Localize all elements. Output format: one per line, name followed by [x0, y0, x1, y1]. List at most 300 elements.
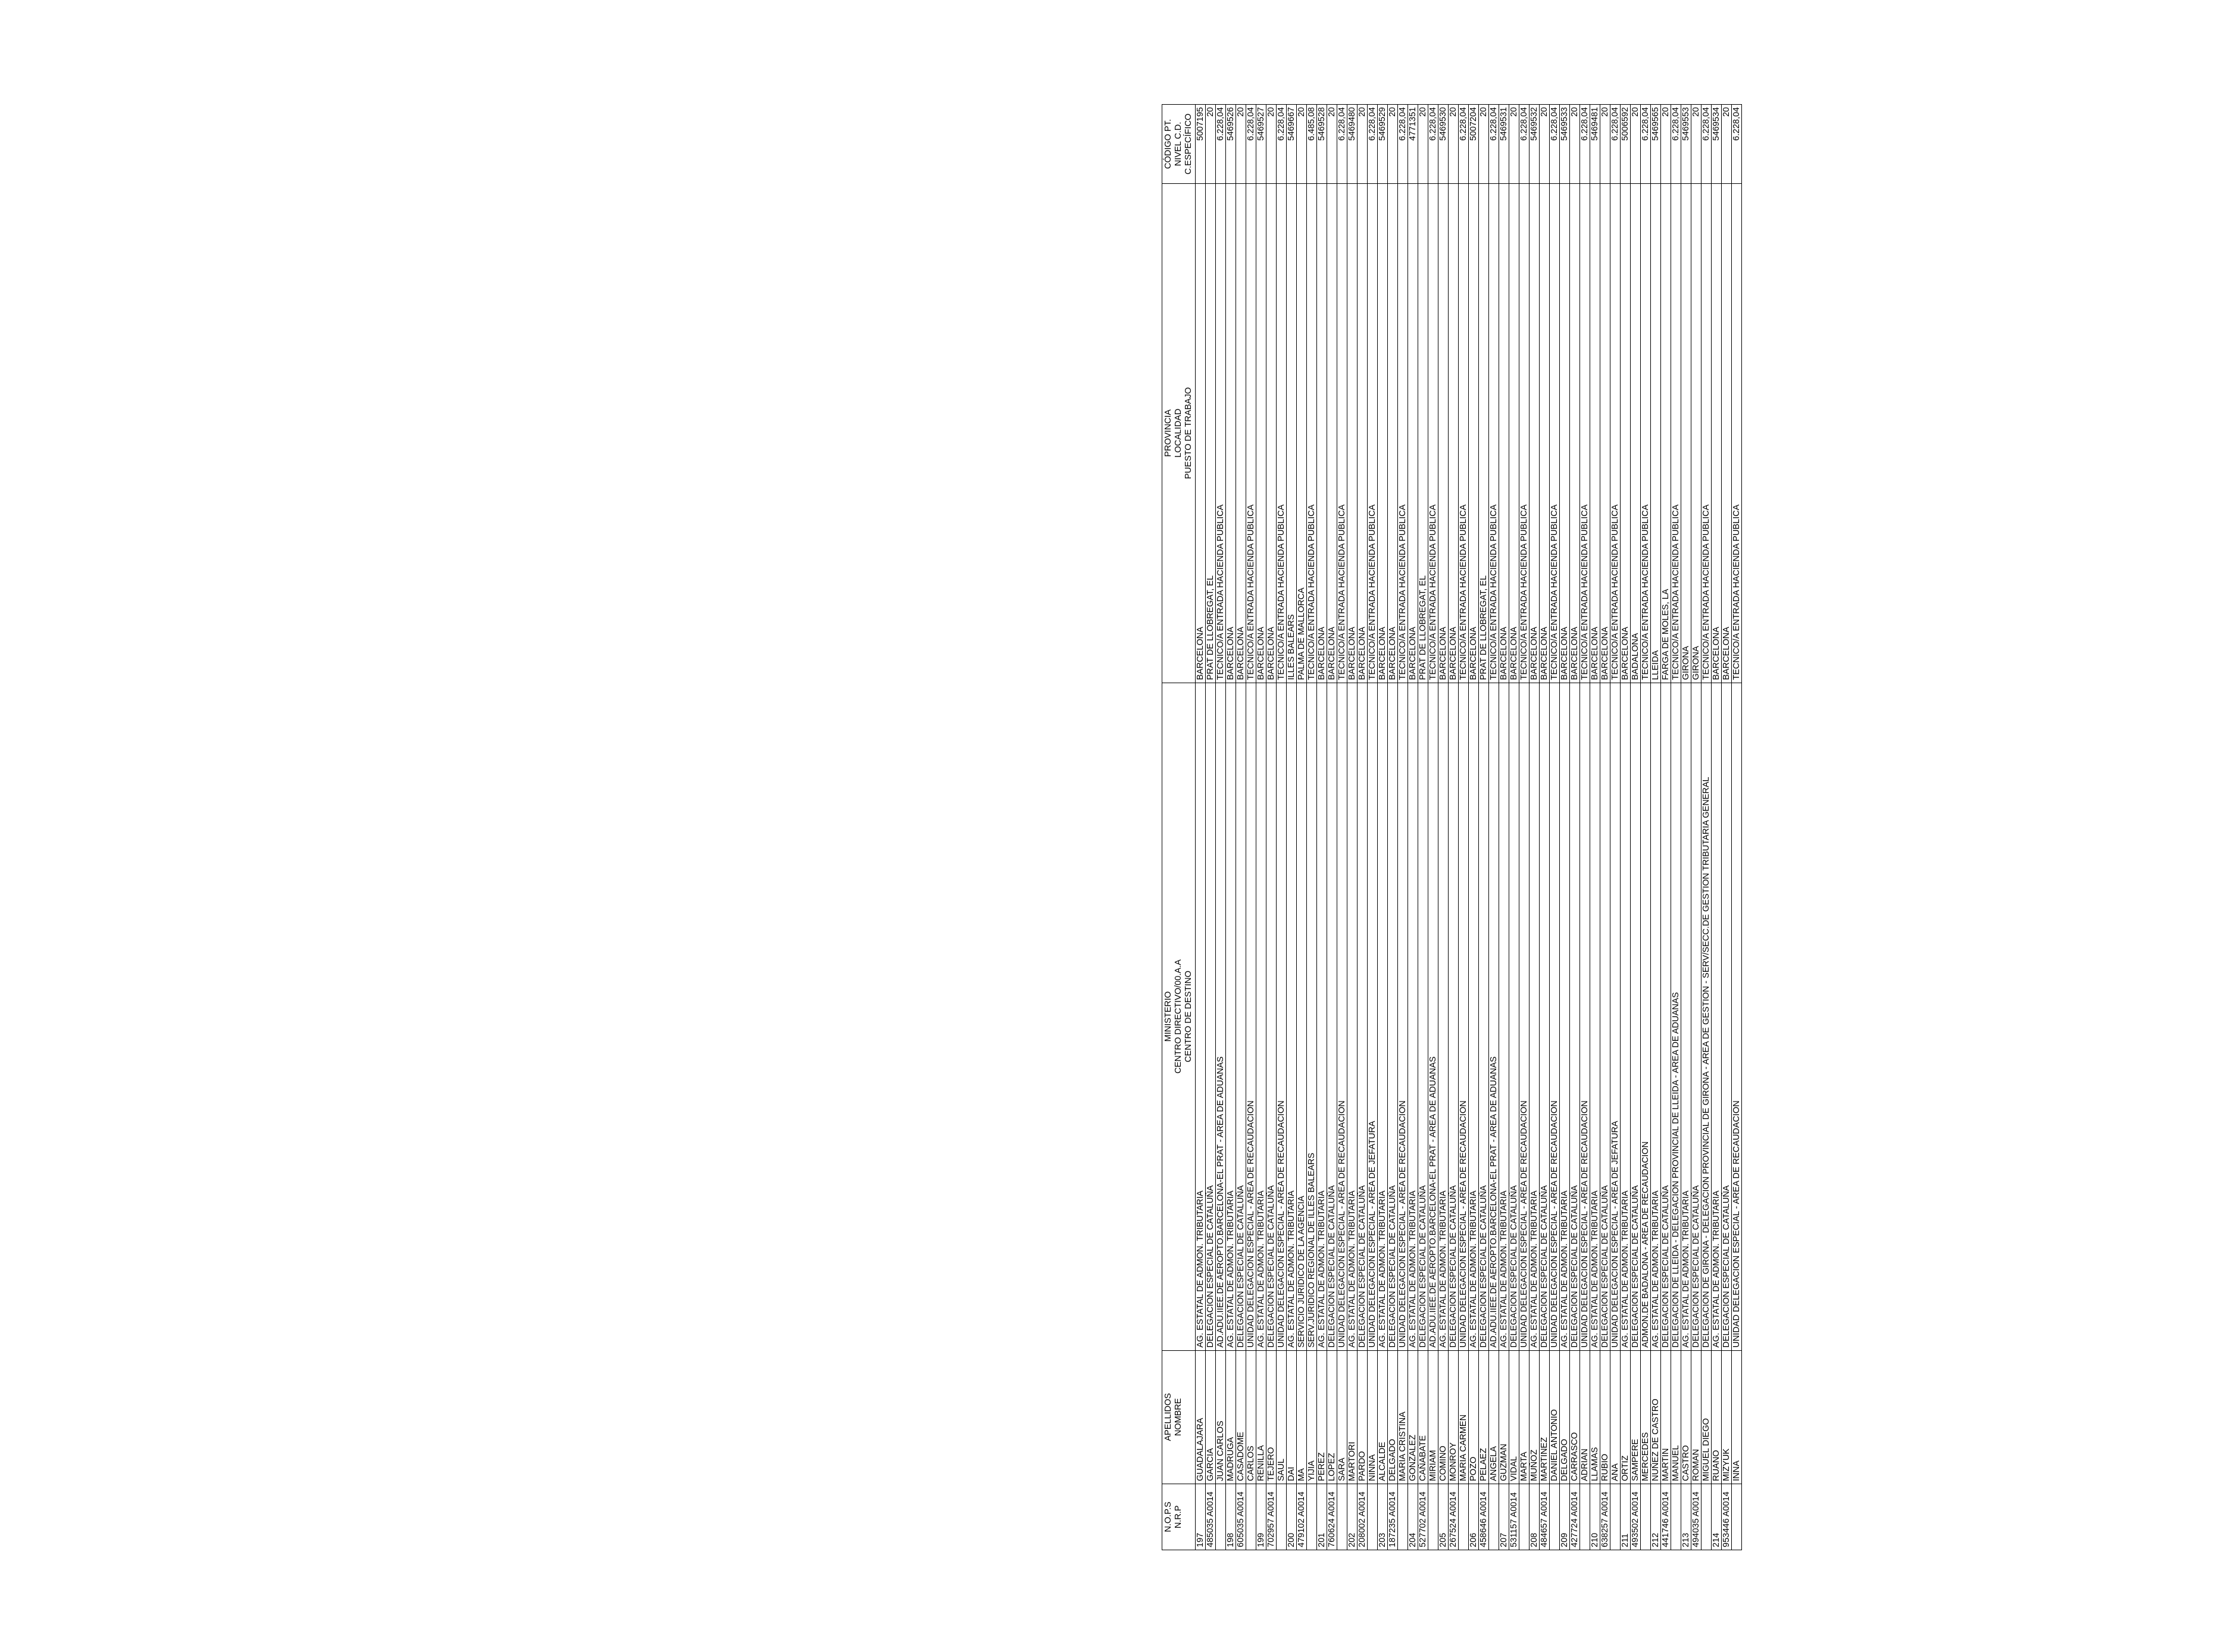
table-row	[1530, 105, 1540, 1550]
table-row	[1266, 105, 1277, 1550]
table-row	[1641, 105, 1651, 1550]
cell-code: 6.228,04	[1701, 105, 1712, 184]
cell-location: TECNICO/A ENTRADA HACIENDA PUBLICA	[1216, 183, 1226, 683]
cell-location: BARCELONA	[1509, 183, 1519, 683]
cell-nops	[1459, 1484, 1469, 1550]
cell-names: ORTIZ	[1621, 1350, 1631, 1484]
table-row	[1469, 105, 1479, 1550]
header-names	[1162, 1350, 1196, 1484]
cell-ministry: DELEGACION DE GIRONA - DELEGACION PROVINCIAL DE GIRONA - AREA DE GESTION - SERV/SECC.DE GESTION TRIBUTARIA GENERAL	[1701, 683, 1712, 1350]
cell-location: BARCELONA	[1712, 183, 1722, 683]
cell-nops: 204	[1408, 1484, 1418, 1550]
cell-ministry: ADMON.DE BADALONA - AREA DE RECAUDACION	[1641, 683, 1651, 1350]
cell-location: BARCELONA	[1499, 183, 1509, 683]
cell-location: BADALONA	[1631, 183, 1641, 683]
cell-code: 6.228,04	[1368, 105, 1378, 184]
cell-ministry: UNIDAD DELEGACION ESPECIAL - AREA DE RECAUDACION	[1519, 683, 1530, 1350]
cell-location: TECNICO/A ENTRADA HACIENDA PUBLICA	[1550, 183, 1560, 683]
cell-names: MIGUEL DIEGO	[1701, 1350, 1712, 1484]
cell-nops: 207	[1499, 1484, 1509, 1550]
cell-code: 20	[1206, 105, 1216, 184]
cell-names: PEREZ	[1317, 1350, 1327, 1484]
cell-nops: 208002 A0014	[1358, 1484, 1368, 1550]
cell-code: 6.228,04	[1489, 105, 1499, 184]
cell-ministry: UNIDAD DELEGACION ESPECIAL - AREA DE RECAUDACION	[1277, 683, 1287, 1350]
cell-ministry: UNIDAD DELEGACION ESPECIAL - AREA DE RECAUDACION	[1246, 683, 1256, 1350]
cell-code: 5469528	[1317, 105, 1327, 184]
cell-code: 5469530	[1438, 105, 1449, 184]
cell-ministry: DELEGACION ESPECIAL DE CATALUÑA	[1418, 683, 1428, 1350]
cell-names: VIDAL	[1509, 1350, 1519, 1484]
cell-nops: 213	[1681, 1484, 1691, 1550]
cell-location: PRAT DE LLOBREGAT, EL	[1418, 183, 1428, 683]
cell-ministry: DELEGACION ESPECIAL DE CATALUÑA	[1509, 683, 1519, 1350]
header-nombre-line: NOMBRE	[1174, 1398, 1183, 1437]
table-row	[1560, 105, 1570, 1550]
cell-ministry: DELEGACION ESPECIAL DE CATALUÑA	[1722, 683, 1732, 1350]
table-row	[1277, 105, 1287, 1550]
table-row	[1358, 105, 1368, 1550]
cell-location: LLEIDA	[1651, 183, 1661, 683]
cell-nops: 484657 A0014	[1540, 1484, 1550, 1550]
header-ministry	[1162, 683, 1196, 1350]
cell-nops: 494035 A0014	[1691, 1484, 1701, 1550]
table-row	[1681, 105, 1691, 1550]
cell-nops: 485035 A0014	[1206, 1484, 1216, 1550]
cell-code: 5006592	[1621, 105, 1631, 184]
header-centro-directivo-line: CENTRO DIRECTIVO/00.A.A	[1174, 959, 1183, 1074]
table-row	[1732, 105, 1742, 1550]
cell-names: PARDO	[1358, 1350, 1368, 1484]
cell-names: MARIA CRISTINA	[1398, 1350, 1408, 1484]
table-row	[1580, 105, 1590, 1550]
cell-ministry: SERV.JURIDICO REGIONAL DE ILLES BALEARS	[1307, 683, 1317, 1350]
table-row	[1398, 105, 1408, 1550]
table-body	[1196, 105, 1742, 1550]
cell-code: 5469529	[1378, 105, 1388, 184]
cell-location: BARCELONA	[1358, 183, 1368, 683]
cell-nops	[1671, 1484, 1681, 1550]
cell-location: BARCELONA	[1530, 183, 1540, 683]
header-code	[1162, 105, 1196, 184]
cell-code: 5469532	[1530, 105, 1540, 184]
cell-code: 20	[1691, 105, 1701, 184]
cell-location: TECNICO/A ENTRADA HACIENDA PUBLICA	[1671, 183, 1681, 683]
header-location	[1162, 183, 1196, 683]
cell-code: 20	[1600, 105, 1610, 184]
cell-location: BARCELONA	[1196, 183, 1206, 683]
table-row	[1499, 105, 1509, 1550]
cell-code: 20	[1479, 105, 1489, 184]
cell-location: BARCELONA	[1266, 183, 1277, 683]
cell-code: 5469565	[1651, 105, 1661, 184]
cell-names: PELAEZ	[1479, 1350, 1489, 1484]
cell-code: 20	[1358, 105, 1368, 184]
cell-code: 6.228,04	[1671, 105, 1681, 184]
cell-names: MARIA CARMEN	[1459, 1350, 1469, 1484]
cell-ministry: DELEGACION ESPECIAL DE CATALUÑA	[1236, 683, 1246, 1350]
cell-ministry: DELEGACION ESPECIAL DE CATALUÑA	[1691, 683, 1701, 1350]
cell-nops: 493502 A0014	[1631, 1484, 1641, 1550]
cell-names: ADRIAN	[1580, 1350, 1590, 1484]
table-row	[1691, 105, 1701, 1550]
cell-code: 6.228,04	[1428, 105, 1438, 184]
table-row	[1459, 105, 1469, 1550]
cell-names: TEJERO	[1266, 1350, 1277, 1484]
cell-names: RENILLA	[1256, 1350, 1266, 1484]
table-row	[1216, 105, 1226, 1550]
header-puesto-line: PUESTO DE TRABAJO	[1184, 387, 1193, 479]
cell-location: TECNICO/A ENTRADA HACIENDA PUBLICA	[1459, 183, 1469, 683]
cell-code: 5469534	[1712, 105, 1722, 184]
cell-ministry: DELEGACION ESPECIAL DE CATALUÑA	[1479, 683, 1489, 1350]
table-header-row	[1162, 105, 1196, 1550]
cell-nops	[1428, 1484, 1438, 1550]
cell-location: BARCELONA	[1317, 183, 1327, 683]
cell-names: GONZALEZ	[1408, 1350, 1418, 1484]
cell-nops: 187235 A0014	[1388, 1484, 1398, 1550]
cell-nops: 211	[1621, 1484, 1631, 1550]
header-codigo-line: CÓDIGO PT.	[1163, 119, 1173, 169]
cell-ministry: AG. ESTATAL DE ADMON. TRIBUTARIA	[1590, 683, 1600, 1350]
cell-location: TECNICO/A ENTRADA HACIENDA PUBLICA	[1489, 183, 1499, 683]
cell-names: MARTINEZ	[1540, 1350, 1550, 1484]
cell-ministry: AG. ESTATAL DE ADMON. TRIBUTARIA	[1226, 683, 1236, 1350]
cell-names: YIJIA	[1307, 1350, 1317, 1484]
table-row	[1722, 105, 1732, 1550]
cell-names: SARA	[1337, 1350, 1347, 1484]
table-row	[1489, 105, 1499, 1550]
cell-location: GIRONA	[1691, 183, 1701, 683]
cell-location: BARCELONA	[1378, 183, 1388, 683]
cell-names: LOPEZ	[1327, 1350, 1337, 1484]
cell-nops: 209	[1560, 1484, 1570, 1550]
header-nops	[1162, 1484, 1196, 1550]
cell-code: 5469526	[1226, 105, 1236, 184]
cell-nops: 201	[1317, 1484, 1327, 1550]
cell-nops: 527702 A0014	[1418, 1484, 1428, 1550]
cell-nops: 953446 A0014	[1722, 1484, 1732, 1550]
header-ministerio-line: MINISTERIO	[1163, 991, 1173, 1042]
cell-names: ANGELA	[1489, 1350, 1499, 1484]
cell-ministry: AD.ADU.IIEE.DE AEROPTO.BARCELONA-EL PRAT - AREA DE ADUANAS	[1428, 683, 1438, 1350]
cell-ministry: UNIDAD DELEGACION ESPECIAL - AREA DE JEFATURA	[1610, 683, 1621, 1350]
cell-nops	[1246, 1484, 1256, 1550]
table-row	[1600, 105, 1610, 1550]
cell-ministry: DELEGACION ESPECIAL DE CATALUÑA	[1600, 683, 1610, 1350]
cell-code: 6.228,04	[1610, 105, 1621, 184]
cell-code: 6.228,04	[1216, 105, 1226, 184]
cell-nops: 200	[1287, 1484, 1297, 1550]
cell-location: TECNICO/A ENTRADA HACIENDA PUBLICA	[1519, 183, 1530, 683]
cell-ministry: AG. ESTATAL DE ADMON. TRIBUTARIA	[1347, 683, 1358, 1350]
cell-ministry: UNIDAD DELEGACION ESPECIAL - AREA DE RECAUDACION	[1550, 683, 1560, 1350]
cell-names: MA	[1297, 1350, 1307, 1484]
cell-ministry: AD.ADU.IIEE.DE AEROPTO.BARCELONA-EL PRAT - AREA DE ADUANAS	[1489, 683, 1499, 1350]
cell-location: TECNICO/A ENTRADA HACIENDA PUBLICA	[1641, 183, 1651, 683]
cell-location: TECNICO/A ENTRADA HACIENDA PUBLICA	[1246, 183, 1256, 683]
cell-names: MARTIN	[1661, 1350, 1671, 1484]
cell-names: MUÑOZ	[1530, 1350, 1540, 1484]
cell-code: 5469531	[1499, 105, 1509, 184]
table-row	[1479, 105, 1489, 1550]
table-row	[1509, 105, 1519, 1550]
cell-nops: 531157 A0014	[1509, 1484, 1519, 1550]
cell-code: 6.228,04	[1277, 105, 1287, 184]
table-row	[1317, 105, 1327, 1550]
cell-nops: 760624 A0014	[1327, 1484, 1337, 1550]
table-row	[1337, 105, 1347, 1550]
cell-names: DELGADO	[1560, 1350, 1570, 1484]
cell-code: 6.228,04	[1337, 105, 1347, 184]
header-centro-destino-line: CENTRO DE DESTINO	[1184, 971, 1193, 1063]
cell-ministry: AG. ESTATAL DE ADMON. TRIBUTARIA	[1317, 683, 1327, 1350]
table-row	[1570, 105, 1580, 1550]
cell-code: 20	[1388, 105, 1398, 184]
cell-location: BARCELONA	[1256, 183, 1266, 683]
table-row	[1621, 105, 1631, 1550]
cell-ministry: AG. ESTATAL DE ADMON. TRIBUTARIA	[1530, 683, 1540, 1350]
table-row	[1236, 105, 1246, 1550]
table-row	[1307, 105, 1317, 1550]
table-row	[1651, 105, 1661, 1550]
cell-ministry: DELEGACION ESPECIAL DE CATALUÑA	[1449, 683, 1459, 1350]
table-row	[1297, 105, 1307, 1550]
cell-location: TECNICO/A ENTRADA HACIENDA PUBLICA	[1368, 183, 1378, 683]
cell-location: TECNICO/A ENTRADA HACIENDA PUBLICA	[1398, 183, 1408, 683]
header-apellidos-line: APELLIDOS	[1163, 1393, 1173, 1441]
cell-names: ANA	[1610, 1350, 1621, 1484]
table-row	[1388, 105, 1398, 1550]
cell-nops: 458646 A0014	[1479, 1484, 1489, 1550]
cell-nops: 198	[1226, 1484, 1236, 1550]
cell-code: 6.228,04	[1519, 105, 1530, 184]
table-row	[1428, 105, 1438, 1550]
cell-names: SAMPERE	[1631, 1350, 1641, 1484]
cell-location: TECNICO/A ENTRADA HACIENDA PUBLICA	[1337, 183, 1347, 683]
cell-code: 6.228,04	[1732, 105, 1742, 184]
cell-ministry: AG. ESTATAL DE ADMON. TRIBUTARIA	[1196, 683, 1206, 1350]
cell-location: TECNICO/A ENTRADA HACIENDA PUBLICA	[1277, 183, 1287, 683]
cell-location: BARCELONA	[1722, 183, 1732, 683]
cell-location: BARCELONA	[1438, 183, 1449, 683]
cell-location: BARCELONA	[1590, 183, 1600, 683]
cell-location: PRAT DE LLOBREGAT, EL	[1206, 183, 1216, 683]
cell-location: TECNICO/A ENTRADA HACIENDA PUBLICA	[1428, 183, 1438, 683]
cell-code: 4771351	[1408, 105, 1418, 184]
cell-ministry: AG. ESTATAL DE ADMON. TRIBUTARIA	[1712, 683, 1722, 1350]
header-nivel-line: NIVEL C.D.	[1174, 121, 1183, 167]
assignments-table	[1162, 104, 1742, 1550]
cell-code: 20	[1722, 105, 1732, 184]
cell-location: TECNICO/A ENTRADA HACIENDA PUBLICA	[1701, 183, 1712, 683]
cell-code: 6.228,04	[1398, 105, 1408, 184]
table-row	[1256, 105, 1266, 1550]
cell-location: BARCELONA	[1600, 183, 1610, 683]
table-row	[1196, 105, 1206, 1550]
cell-names: RUBIO	[1600, 1350, 1610, 1484]
cell-code: 6.228,04	[1459, 105, 1469, 184]
cell-location: PRAT DE LLOBREGAT, EL	[1479, 183, 1489, 683]
table-row	[1540, 105, 1550, 1550]
cell-ministry: AG. ESTATAL DE ADMON. TRIBUTARIA	[1438, 683, 1449, 1350]
table-row	[1408, 105, 1418, 1550]
cell-location: BARCELONA	[1408, 183, 1418, 683]
cell-code: 5007195	[1196, 105, 1206, 184]
cell-nops	[1610, 1484, 1621, 1550]
cell-location: TECNICO/A ENTRADA HACIENDA PUBLICA	[1610, 183, 1621, 683]
cell-location: BARCELONA	[1469, 183, 1479, 683]
cell-names: COMINO	[1438, 1350, 1449, 1484]
cell-ministry: AG. ESTATAL DE ADMON. TRIBUTARIA	[1469, 683, 1479, 1350]
cell-code: 5007204	[1469, 105, 1479, 184]
table-row	[1671, 105, 1681, 1550]
header-localidad-line: LOCALIDAD	[1174, 408, 1183, 458]
cell-names: INNA	[1732, 1350, 1742, 1484]
cell-code: 20	[1327, 105, 1337, 184]
table-row	[1438, 105, 1449, 1550]
cell-location: TECNICO/A ENTRADA HACIENDA PUBLICA	[1580, 183, 1590, 683]
cell-ministry: AG. ESTATAL DE ADMON. TRIBUTARIA	[1287, 683, 1297, 1350]
cell-location: GIRONA	[1681, 183, 1691, 683]
cell-location: BARCELONA	[1540, 183, 1550, 683]
cell-code: 6.485,08	[1307, 105, 1317, 184]
cell-nops: 212	[1651, 1484, 1661, 1550]
table-row	[1449, 105, 1459, 1550]
cell-names: DANIEL ANTONIO	[1550, 1350, 1560, 1484]
table-row	[1246, 105, 1256, 1550]
cell-nops: 205	[1438, 1484, 1449, 1550]
table-row	[1701, 105, 1712, 1550]
cell-ministry: DELEGACION ESPECIAL DE CATALUÑA	[1388, 683, 1398, 1350]
cell-location: BARCELONA	[1347, 183, 1358, 683]
table-row	[1590, 105, 1600, 1550]
cell-code: 5469667	[1287, 105, 1297, 184]
cell-ministry: UNIDAD DELEGACION ESPECIAL - AREA DE RECAUDACION	[1580, 683, 1590, 1350]
cell-nops	[1337, 1484, 1347, 1550]
header-nrp-line: N.R.P	[1174, 1505, 1183, 1529]
header-nops-line: N.O.P.S	[1163, 1501, 1173, 1532]
cell-nops: 197	[1196, 1484, 1206, 1550]
cell-nops	[1519, 1484, 1530, 1550]
cell-names: MONROY	[1449, 1350, 1459, 1484]
cell-ministry: DELEGACION ESPECIAL DE CATALUÑA	[1327, 683, 1337, 1350]
cell-location: FARGA DE MOLES, LA	[1661, 183, 1671, 683]
cell-code: 5469481	[1590, 105, 1600, 184]
cell-location: BARCELONA	[1449, 183, 1459, 683]
cell-ministry: UNIDAD DELEGACION ESPECIAL - AREA DE RECAUDACION	[1459, 683, 1469, 1350]
cell-nops: 441746 A0014	[1661, 1484, 1671, 1550]
cell-nops: 202	[1347, 1484, 1358, 1550]
cell-code: 6.228,04	[1580, 105, 1590, 184]
cell-names: MARTA	[1519, 1350, 1530, 1484]
cell-code: 20	[1540, 105, 1550, 184]
cell-names: ALCALDE	[1378, 1350, 1388, 1484]
cell-ministry: UNIDAD DELEGACION ESPECIAL - AREA DE RECAUDACION	[1732, 683, 1742, 1350]
cell-code: 20	[1570, 105, 1580, 184]
cell-ministry: AG. ESTATAL DE ADMON. TRIBUTARIA	[1256, 683, 1266, 1350]
cell-ministry: AG. ESTATAL DE ADMON. TRIBUTARIA	[1651, 683, 1661, 1350]
cell-ministry: UNIDAD DELEGACION ESPECIAL - AREA DE RECAUDACION	[1398, 683, 1408, 1350]
cell-code: 20	[1236, 105, 1246, 184]
cell-ministry: AG. ESTATAL DE ADMON. TRIBUTARIA	[1408, 683, 1418, 1350]
cell-ministry: DELEGACION ESPECIAL DE CATALUÑA	[1540, 683, 1550, 1350]
cell-ministry: DELEGACION DE LLEIDA - DELEGACION PROVINCIAL DE LLEIDA - AREA DE ADUANAS	[1671, 683, 1681, 1350]
cell-ministry: DELEGACION ESPECIAL DE CATALUÑA	[1661, 683, 1671, 1350]
table-row	[1206, 105, 1216, 1550]
table-row	[1712, 105, 1722, 1550]
cell-ministry: DELEGACION ESPECIAL DE CATALUÑA	[1206, 683, 1216, 1350]
cell-names: MADRUGA	[1226, 1350, 1236, 1484]
cell-nops	[1307, 1484, 1317, 1550]
table-row	[1287, 105, 1297, 1550]
cell-names: CARLOS	[1246, 1350, 1256, 1484]
cell-ministry: DELEGACION ESPECIAL DE CATALUÑA	[1266, 683, 1277, 1350]
cell-location: BARCELONA	[1388, 183, 1398, 683]
cell-ministry: UNIDAD DELEGACION ESPECIAL - AREA DE RECAUDACION	[1337, 683, 1347, 1350]
cell-ministry: AG. ESTATAL DE ADMON. TRIBUTARIA	[1621, 683, 1631, 1350]
cell-code: 20	[1297, 105, 1307, 184]
table-row	[1327, 105, 1337, 1550]
cell-location: BARCELONA	[1327, 183, 1337, 683]
cell-nops: 208	[1530, 1484, 1540, 1550]
cell-names: DAI	[1287, 1350, 1297, 1484]
cell-ministry: UNIDAD DELEGACION ESPECIAL - AREA DE JEFATURA	[1368, 683, 1378, 1350]
cell-names: CARRASCO	[1570, 1350, 1580, 1484]
cell-names: DELGADO	[1388, 1350, 1398, 1484]
cell-names: CASTRO	[1681, 1350, 1691, 1484]
cell-ministry: AG. ESTATAL DE ADMON. TRIBUTARIA	[1378, 683, 1388, 1350]
rotated-table-container	[1162, 104, 2227, 1550]
cell-names: LLAMAS	[1590, 1350, 1600, 1484]
cell-names: GARCIA	[1206, 1350, 1216, 1484]
cell-nops	[1277, 1484, 1287, 1550]
table-row	[1610, 105, 1621, 1550]
table-row	[1661, 105, 1671, 1550]
table-row	[1418, 105, 1428, 1550]
cell-nops	[1489, 1484, 1499, 1550]
cell-names: RUANO	[1712, 1350, 1722, 1484]
cell-names: MARTORI	[1347, 1350, 1358, 1484]
cell-code: 6.228,04	[1641, 105, 1651, 184]
cell-names: SAUL	[1277, 1350, 1287, 1484]
table-row	[1226, 105, 1236, 1550]
cell-ministry: DELEGACION ESPECIAL DE CATALUÑA	[1358, 683, 1368, 1350]
cell-code: 20	[1661, 105, 1671, 184]
table-row	[1368, 105, 1378, 1550]
cell-nops	[1580, 1484, 1590, 1550]
cell-location: ILLES BALEARS	[1287, 183, 1297, 683]
cell-nops: 214	[1712, 1484, 1722, 1550]
cell-code: 6.228,04	[1246, 105, 1256, 184]
cell-nops	[1216, 1484, 1226, 1550]
cell-nops: 199	[1256, 1484, 1266, 1550]
cell-ministry: AD.ADU.IIEE.DE AEROPTO.BARCELONA-EL PRAT - AREA DE ADUANAS	[1216, 683, 1226, 1350]
table-row	[1378, 105, 1388, 1550]
table-row	[1631, 105, 1641, 1550]
cell-nops: 267524 A0014	[1449, 1484, 1459, 1550]
cell-location: BARCELONA	[1560, 183, 1570, 683]
cell-code: 20	[1449, 105, 1459, 184]
cell-nops	[1550, 1484, 1560, 1550]
cell-nops: 702957 A0014	[1266, 1484, 1277, 1550]
cell-ministry: DELEGACION ESPECIAL DE CATALUÑA	[1631, 683, 1641, 1350]
cell-names: MIRIAM	[1428, 1350, 1438, 1484]
cell-names: MERCEDES	[1641, 1350, 1651, 1484]
cell-code: 20	[1631, 105, 1641, 184]
cell-names: MIZYUK	[1722, 1350, 1732, 1484]
cell-nops	[1701, 1484, 1712, 1550]
